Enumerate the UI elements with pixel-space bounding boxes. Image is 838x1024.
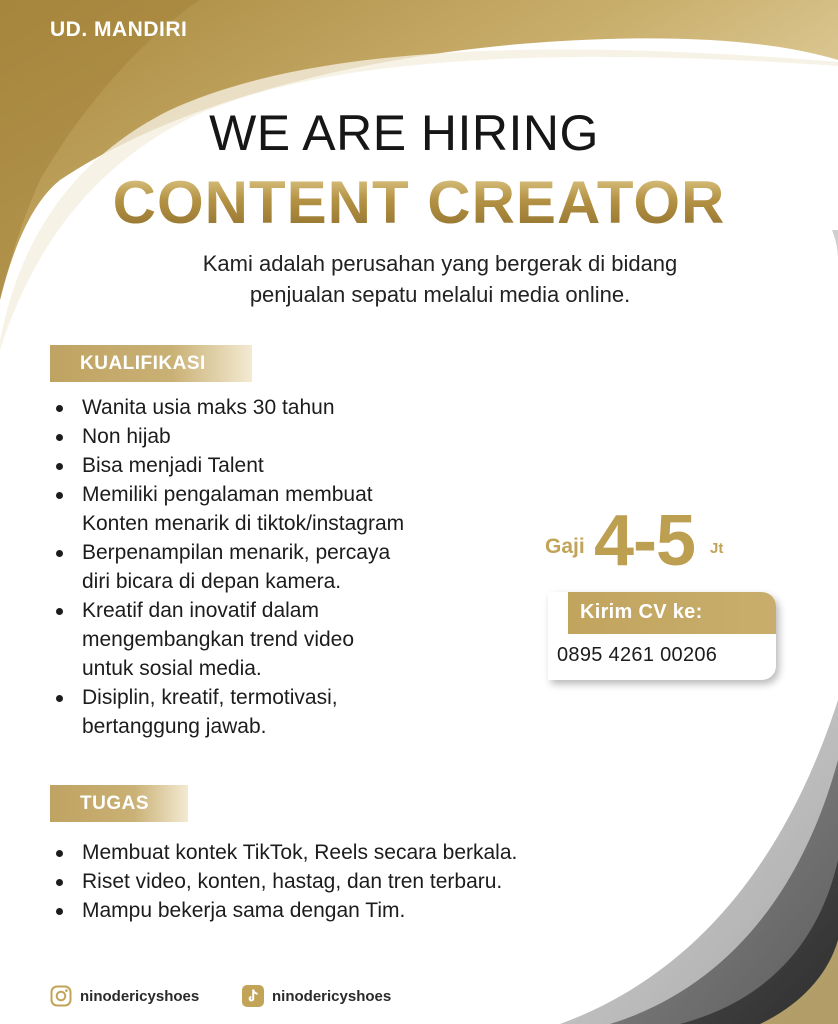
list-item-line: Disiplin, kreatif, termotivasi, xyxy=(82,686,338,709)
list-item-line: Non hijab xyxy=(82,425,171,448)
list-item-line: Kreatif dan inovatif dalam xyxy=(82,599,319,622)
bullet-icon xyxy=(56,463,63,470)
list-item-line: Berpenampilan menarik, percaya xyxy=(82,541,391,564)
tasks-label: TUGAS xyxy=(50,785,188,822)
qualifications-list xyxy=(50,393,500,741)
list-item xyxy=(50,422,500,451)
salary-unit: Jt xyxy=(710,540,724,557)
list-item-text: Membuat kontek TikTok, Reels secara berkala. xyxy=(82,841,518,864)
bullet-icon xyxy=(56,550,63,557)
contact-box xyxy=(548,592,776,680)
list-item xyxy=(50,538,500,596)
social-tiktok[interactable] xyxy=(242,983,391,1009)
list-item xyxy=(50,683,500,741)
bullet-icon xyxy=(56,908,63,915)
bullet-icon xyxy=(56,434,63,441)
company-name: UD. MANDIRI xyxy=(50,18,188,41)
list-item-text: Riset video, konten, hastag, dan tren terbaru. xyxy=(82,870,503,893)
list-item-line: Memiliki pengalaman membuat xyxy=(82,483,373,506)
list-item-line: Konten menarik di tiktok/instagram xyxy=(82,512,405,535)
qualifications-label: KUALIFIKASI xyxy=(50,345,252,382)
list-item xyxy=(50,451,500,480)
salary-value: 4-5 xyxy=(594,501,696,581)
instagram-icon xyxy=(50,985,72,1007)
headline: WE ARE HIRING xyxy=(209,105,599,161)
list-item xyxy=(50,867,670,896)
list-item-line: untuk sosial media. xyxy=(82,657,262,680)
list-item-line: diri bicara di depan kamera. xyxy=(82,570,342,593)
salary-label: Gaji xyxy=(545,535,585,558)
social-instagram[interactable] xyxy=(50,983,199,1009)
intro-line: penjualan sepatu melalui media online. xyxy=(249,282,631,307)
list-item-line: Wanita usia maks 30 tahun xyxy=(82,396,335,419)
list-item xyxy=(50,838,670,867)
tasks-list xyxy=(50,838,670,925)
bullet-icon xyxy=(56,405,63,412)
list-item xyxy=(50,393,500,422)
list-item xyxy=(50,596,500,683)
intro-text xyxy=(60,248,820,310)
contact-label: Kirim CV ke: xyxy=(580,601,703,623)
contact-phone: 0895 4261 00206 xyxy=(557,644,718,666)
bullet-icon xyxy=(56,850,63,857)
tiktok-icon xyxy=(242,985,264,1007)
bullet-icon xyxy=(56,695,63,702)
list-item xyxy=(50,480,500,538)
bullet-icon xyxy=(56,608,63,615)
job-title: CONTENT CREATOR xyxy=(0,168,838,237)
list-item-text: Mampu bekerja sama dengan Tim. xyxy=(82,899,406,922)
bullet-icon xyxy=(56,492,63,499)
list-item-line: Bisa menjadi Talent xyxy=(82,454,264,477)
bullet-icon xyxy=(56,879,63,886)
instagram-handle: ninodericyshoes xyxy=(80,987,200,1005)
contact-header xyxy=(568,592,776,634)
list-item-line: mengembangkan trend video xyxy=(82,628,355,651)
tiktok-handle: ninodericyshoes xyxy=(272,987,392,1005)
intro-line: Kami adalah perusahan yang bergerak di bidang xyxy=(202,251,678,276)
list-item xyxy=(50,896,670,925)
list-item-line: bertanggung jawab. xyxy=(82,715,267,738)
